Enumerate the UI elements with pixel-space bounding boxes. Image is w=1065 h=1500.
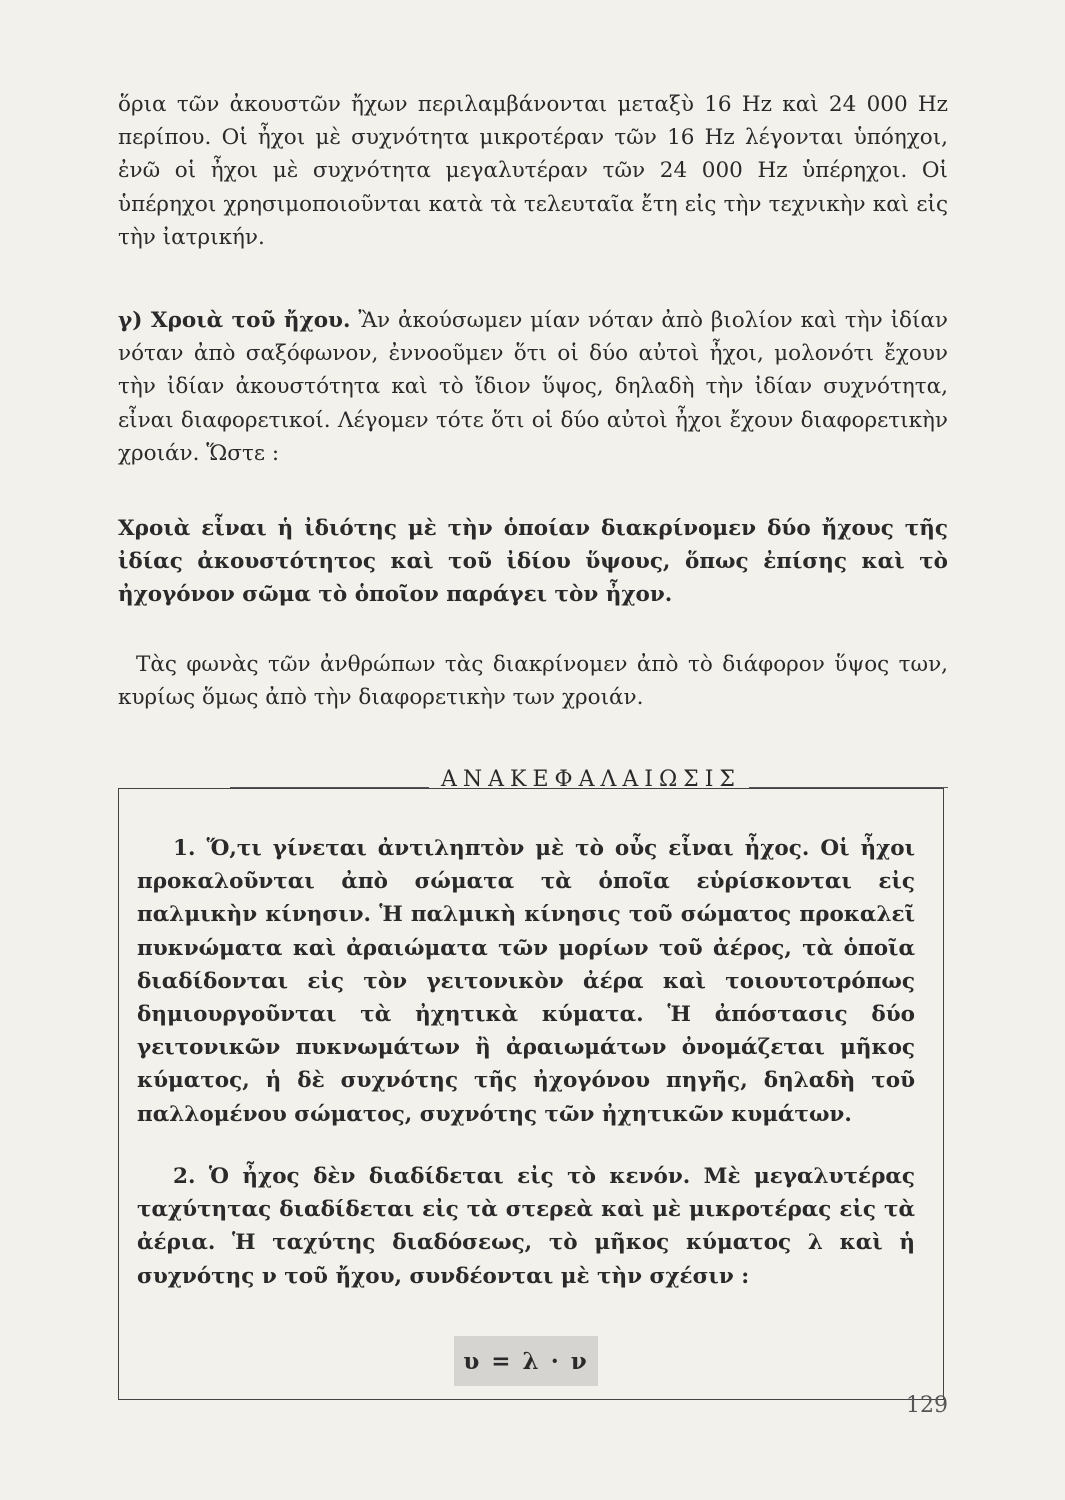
paragraph-timbre-intro — [118, 304, 948, 470]
paragraph-human-voices: Τὰς φωνὰς τῶν ἀνθρώπων τὰς διακρίνομεν ἀπὸ τὸ διάφορον ὕψος των, κυρίως ὅμως ἀπὸ τὴν διαφορετικὴν των χροιάν. — [118, 652, 948, 711]
section-heading-timbre: γ) Χροιὰ τοῦ ἤχου. — [118, 308, 351, 333]
summary-item-1: 1. Ὅ,τι γίνεται ἀντιληπτὸν μὲ τὸ οὖς εἶναι ἦχος. Οἱ ἦχοι προκαλοῦνται ἀπὸ σώματα τὰ ὁποῖα εὑρίσκονται εἰς παλμικὴν κίνησιν. Ἡ παλμικὴ κίνησις τοῦ σώματος προκαλεῖ πυκνώματα καὶ ἀραιώματα τῶν μορίων τοῦ ἀέρος, τὰ ὁποῖα διαδίδονται εἰς τὸν γειτονικὸν ἀέρα καὶ τοιουτοτρόπως δημιουργοῦνται τὰ ἠχητικὰ κύματα. Ἡ ἀπόστασις δύο γειτονικῶν πυκνωμάτων ἢ ἀραιωμάτων ὀνομάζεται μῆκος κύματος, ἡ δὲ συχνότης τῆς ἠχογόνου πηγῆς, δηλαδὴ τοῦ παλλομένου σώματος, συχνότης τῶν ἠχητικῶν κυμάτων. — [137, 836, 915, 1127]
formula-wave-speed: υ = λ · ν — [454, 1336, 598, 1386]
definition-timbre: Χροιὰ εἶναι ἡ ἰδιότης μὲ τὴν ὁποίαν διακρίνομεν δύο ἤχους τῆς ἰδίας ἀκουστότητος καὶ τοῦ ἰδίου ὕψους, ὅπως ἐπίσης καὶ τὸ ἠχογόνον σῶμα τὸ ὁποῖον παράγει τὸν ἦχον. — [118, 516, 948, 608]
paragraph-timbre-body: Ἂν ἀκούσωμεν μίαν νόταν ἀπὸ βιολίον καὶ τὴν ἰδίαν νόταν ἀπὸ σαξόφωνον, ἐννοοῦμεν ὅτι οἱ δύο αὐτοὶ ἦχοι, μολονότι ἔχουν τὴν ἰδίαν ἀκουστότητα καὶ τὸ ἴδιον ὕψος, δηλαδὴ τὴν ἰδίαν συχνότητα, εἶναι διαφορετικοί. Λέγομεν τότε ὅτι οἱ δύο αὐτοὶ ἦχοι ἔχουν διαφορετικὴν χροιάν. Ὥστε : — [118, 308, 948, 466]
page-number: 129 — [906, 1393, 948, 1418]
paragraph-hearing-range: ὅρια τῶν ἀκουστῶν ἤχων περιλαμβάνονται μεταξὺ 16 Hz καὶ 24 000 Hz περίπου. Οἱ ἦχοι μὲ συχνότητα μικροτέραν τῶν 16 Hz λέγονται ὑπόηχοι, ἐνῶ οἱ ἦχοι μὲ συχνότητα μεγαλυτέραν τῶν 24 000 Hz ὑπέρηχοι. Οἱ ὑπέρηχοι χρησιμοποιοῦνται κατὰ τὰ τελευταῖα ἔτη εἰς τὴν τεχνικὴν καὶ εἰς τὴν ἰατρικήν. — [118, 92, 948, 250]
summary-item-2: 2. Ὁ ἦχος δὲν διαδίδεται εἰς τὸ κενόν. Μὲ μεγαλυτέρας ταχύτητας διαδίδεται εἰς τὰ στερεὰ καὶ μὲ μικροτέρας εἰς τὰ ἀέρια. Ἡ ταχύτης διαδόσεως, τὸ μῆκος κύματος λ καὶ ἡ συχνότης ν τοῦ ἤχου, συνδέονται μὲ τὴν σχέσιν : — [137, 1164, 915, 1289]
summary-title: ΑΝΑΚΕΦΑΛΑΙΩΣΙΣ — [441, 766, 741, 792]
